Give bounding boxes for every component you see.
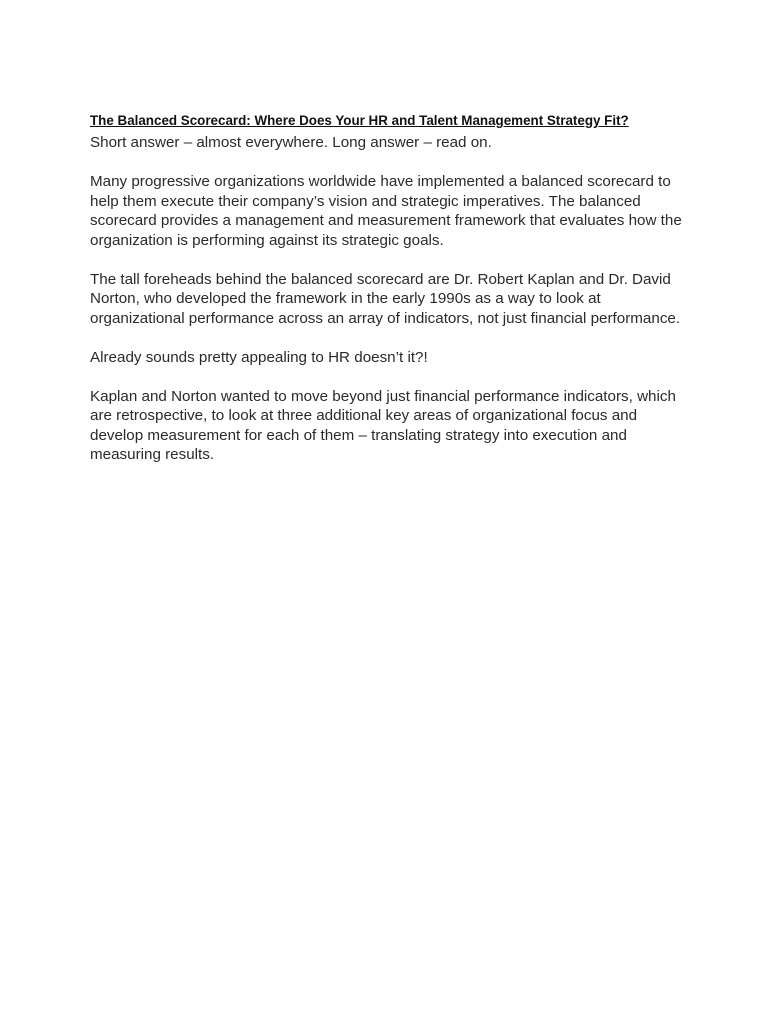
document-title: The Balanced Scorecard: Where Does Your HR and Talent Management Strategy Fit? — [90, 113, 629, 128]
paragraph-short-answer: Short answer – almost everywhere. Long answer – read on. — [90, 134, 492, 151]
paragraph-beyond-financial: Kaplan and Norton wanted to move beyond just financial performance indicators, which are retrospective, to look at three additional key areas of organizational focus and develop measurement for each of them – translating strategy into execution and measuring results. — [90, 387, 676, 463]
paragraph-kaplan-norton: The tall foreheads behind the balanced scorecard are Dr. Robert Kaplan and Dr. David Norton, who developed the framework in the early 1990s as a way to look at organizational performance across an array of indicators, not just financial performance. — [90, 270, 681, 327]
paragraph-appeal-to-hr: Already sounds pretty appealing to HR doesn’t it?! — [90, 348, 428, 366]
document-body — [90, 112, 690, 465]
paragraph-balanced-scorecard-intro: Many progressive organizations worldwide have implemented a balanced scorecard to help them execute their company’s vision and strategic imperatives. The balanced scorecard provides a management and measurement framework that evaluates how the organization is performing against its strategic goals. — [90, 173, 682, 249]
